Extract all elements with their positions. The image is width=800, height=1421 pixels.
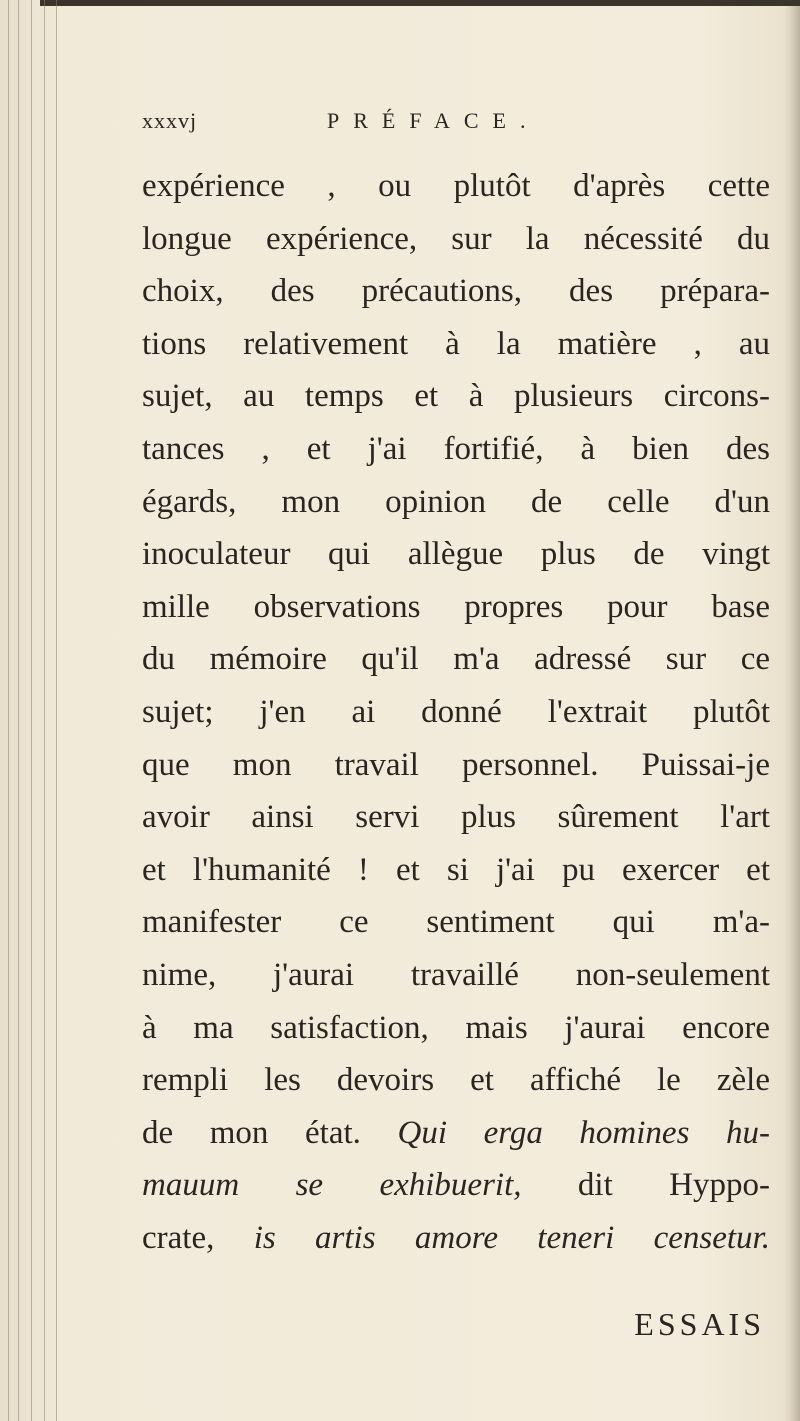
text-segment: dit Hyppo- (577, 1167, 770, 1204)
binding-line (8, 0, 9, 1421)
text-line: du mémoire qu'il m'a adressé sur ce (142, 641, 770, 678)
text-line: tances , et j'ai fortifié, à bien des (142, 430, 770, 467)
text-line: nime, j'aurai travaillé non-seulement (142, 956, 770, 993)
text-line: sujet; j'en ai donné l'extrait plutôt (142, 693, 770, 730)
text-line: tions relativement à la matière , au (142, 325, 770, 362)
running-head (142, 108, 762, 148)
text-line: expérience , ou plutôt d'après cette (142, 168, 770, 204)
text-line: choix, des précautions, des prépara- (142, 273, 770, 310)
catchword: ESSAIS (634, 1306, 765, 1342)
binding-line (44, 0, 45, 1421)
text-line: et l'humanité ! et si j'ai pu exercer et (142, 851, 770, 888)
text-line-mixed (142, 1212, 770, 1265)
text-line: longue expérience, sur la nécessité du (142, 220, 770, 257)
page-right-edge (784, 0, 800, 1421)
text-line: à ma satisfaction, mais j'aurai encore (142, 1009, 770, 1046)
binding-margin (0, 0, 70, 1421)
text-line: égards, mon opinion de celle d'un (142, 483, 770, 520)
page-number: xxxvj (142, 108, 198, 133)
running-title: PRÉFACE. (327, 108, 540, 133)
text-line: que mon travail personnel. Puissai-je (142, 746, 770, 783)
binding-line (31, 0, 32, 1421)
text-segment: crate, (142, 1219, 254, 1256)
text-line: mille observations propres pour base (142, 588, 770, 625)
binding-line (18, 0, 19, 1421)
text-segment: de mon état. (142, 1114, 398, 1151)
top-edge-rule (40, 0, 800, 6)
latin-quote: mauum se exhibuerit, (142, 1167, 578, 1204)
latin-quote: is artis amore teneri censetur. (253, 1219, 770, 1256)
text-line: avoir ainsi servi plus sûrement l'art (142, 799, 770, 836)
text-line-mixed (142, 1107, 770, 1160)
binding-line (56, 0, 57, 1421)
text-line: rempli les devoirs et affiché le zèle (142, 1062, 770, 1099)
text-line-mixed (142, 1159, 770, 1212)
body-text (142, 160, 770, 1264)
latin-quote: Qui erga homines hu- (397, 1114, 771, 1151)
text-line: inoculateur qui allègue plus de vingt (142, 536, 770, 573)
text-line: manifester ce sentiment qui m'a- (142, 904, 770, 941)
text-line: sujet, au temps et à plusieurs circons- (142, 378, 770, 415)
